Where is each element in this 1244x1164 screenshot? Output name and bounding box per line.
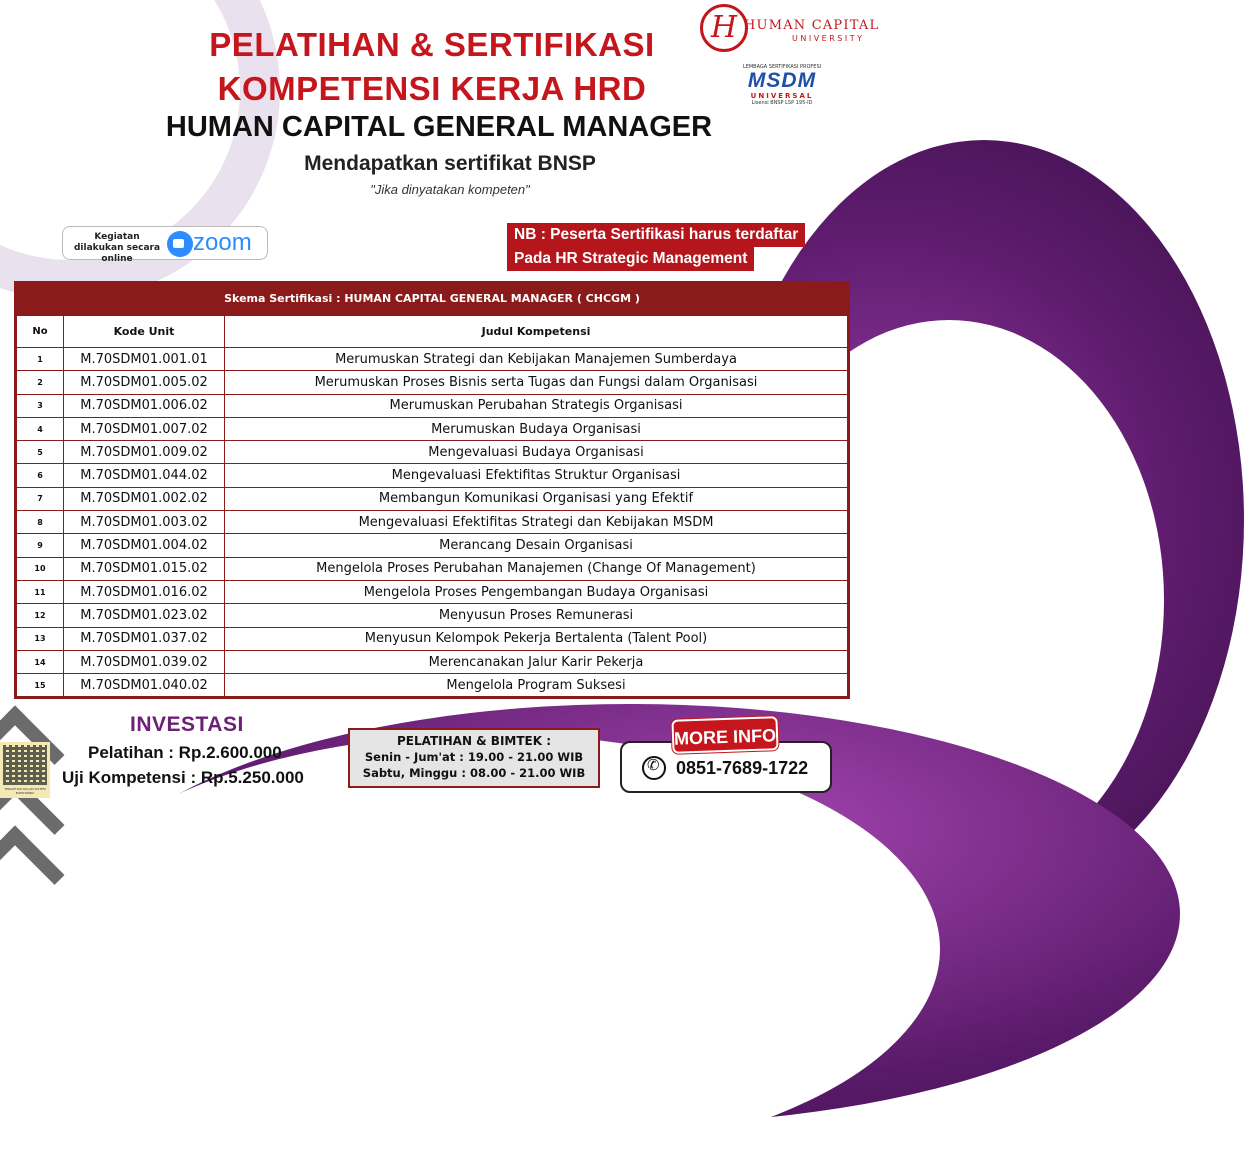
uji-kompetensi-price: Uji Kompetensi : Rp.5.250.000 [62, 768, 304, 787]
row-judul: Mengevaluasi Budaya Organisasi [225, 441, 848, 464]
table-row [17, 441, 848, 464]
phone-number[interactable]: 0851-7689-1722 [676, 758, 809, 778]
table-row [17, 511, 848, 534]
msdm-top-text: LEMBAGA SERTIFIKASI PROFESI [742, 64, 822, 70]
table-row [17, 464, 848, 487]
table-row [17, 348, 848, 371]
competence-note: "Jika dinyatakan kompeten" [370, 182, 530, 197]
row-kode: M.70SDM01.037.02 [64, 627, 225, 650]
row-judul: Merencanakan Jalur Karir Pekerja [225, 650, 848, 673]
column-header-kode: Kode Unit [64, 316, 225, 348]
table-row [17, 580, 848, 603]
row-judul: Mengelola Proses Pengembangan Budaya Organisasi [225, 580, 848, 603]
bg-swoosh-bottom-cutout [40, 734, 940, 1164]
title-line-1: PELATIHAN & SERTIFIKASI [209, 26, 655, 63]
row-no: 7 [17, 487, 64, 510]
row-no: 12 [17, 604, 64, 627]
row-no: 13 [17, 627, 64, 650]
row-kode: M.70SDM01.002.02 [64, 487, 225, 510]
row-kode: M.70SDM01.005.02 [64, 371, 225, 394]
table-row [17, 650, 848, 673]
title-line-2: KOMPETENSI KERJA HRD [217, 70, 647, 107]
row-judul: Menyusun Kelompok Pekerja Bertalenta (Talent Pool) [225, 627, 848, 650]
row-kode: M.70SDM01.039.02 [64, 650, 225, 673]
table-row [17, 557, 848, 580]
row-judul: Mengevaluasi Efektifitas Struktur Organisasi [225, 464, 848, 487]
zoom-camera-icon [167, 231, 193, 257]
row-no: 4 [17, 417, 64, 440]
more-info-badge[interactable]: MORE INFO [671, 716, 778, 754]
row-no: 9 [17, 534, 64, 557]
row-no: 6 [17, 464, 64, 487]
row-judul: Mengevaluasi Efektifitas Strategi dan Kebijakan MSDM [225, 511, 848, 534]
schedule-weekend: Sabtu, Minggu : 08.00 - 21.00 WIB [362, 766, 586, 780]
row-kode: M.70SDM01.003.02 [64, 511, 225, 534]
hcu-logo-mark: H [700, 4, 748, 52]
column-header-judul: Judul Kompetensi [225, 316, 848, 348]
zoom-label: Kegiatan dilakukan secara online [73, 232, 161, 264]
title-line-3: HUMAN CAPITAL GENERAL MANAGER [165, 111, 713, 143]
row-no: 10 [17, 557, 64, 580]
row-no: 3 [17, 394, 64, 417]
table-row [17, 674, 848, 697]
competency-table [14, 281, 850, 699]
whatsapp-icon [642, 756, 666, 780]
row-judul: Membangun Komunikasi Organisasi yang Efektif [225, 487, 848, 510]
table-row [17, 604, 848, 627]
hcu-logo-sub: UNIVERSITY [792, 34, 865, 43]
row-no: 1 [17, 348, 64, 371]
table-row [17, 627, 848, 650]
row-kode: M.70SDM01.023.02 [64, 604, 225, 627]
row-judul: Menyusun Proses Remunerasi [225, 604, 848, 627]
row-no: 2 [17, 371, 64, 394]
notice-line-2: Pada HR Strategic Management [507, 247, 754, 271]
subtitle: Mendapatkan sertifikat BNSP [304, 152, 596, 175]
table-header-row [17, 316, 848, 348]
row-judul: Merumuskan Strategi dan Kebijakan Manajemen Sumberdaya [225, 348, 848, 371]
row-kode: M.70SDM01.009.02 [64, 441, 225, 464]
table-row [17, 417, 848, 440]
pelatihan-price: Pelatihan : Rp.2.600.000 [88, 743, 282, 762]
msdm-license: Lisensi BNSP LSP 195-ID [751, 100, 813, 106]
row-kode: M.70SDM01.007.02 [64, 417, 225, 440]
schedule-title: PELATIHAN & BIMTEK : [396, 734, 552, 748]
msdm-name: MSDM [747, 69, 817, 92]
row-no: 15 [17, 674, 64, 697]
table-row [17, 487, 848, 510]
column-header-no: No [17, 316, 64, 348]
row-no: 8 [17, 511, 64, 534]
registration-qr-code [0, 742, 50, 798]
row-judul: Merumuskan Perubahan Strategis Organisasi [225, 394, 848, 417]
row-judul: Merumuskan Budaya Organisasi [225, 417, 848, 440]
row-kode: M.70SDM01.004.02 [64, 534, 225, 557]
row-kode: M.70SDM01.016.02 [64, 580, 225, 603]
row-kode: M.70SDM01.001.01 [64, 348, 225, 371]
schedule-box [348, 728, 600, 788]
scheme-title: Skema Sertifikasi : HUMAN CAPITAL GENERAL MANAGER ( CHCGM ) [16, 283, 848, 315]
row-no: 14 [17, 650, 64, 673]
row-no: 5 [17, 441, 64, 464]
notice-line-1: NB : Peserta Sertifikasi harus terdaftar [507, 223, 805, 247]
schedule-weekday: Senin - Jum'at : 19.00 - 21.00 WIB [364, 750, 584, 764]
zoom-wordmark: zoom [193, 229, 252, 256]
qr-caption: TERDAFTAR DALAM SISTEM ELEKTRONIK [4, 787, 46, 795]
row-kode: M.70SDM01.015.02 [64, 557, 225, 580]
row-no: 11 [17, 580, 64, 603]
row-kode: M.70SDM01.044.02 [64, 464, 225, 487]
table-row [17, 534, 848, 557]
row-kode: M.70SDM01.040.02 [64, 674, 225, 697]
zoom-online-badge [62, 226, 268, 264]
row-judul: Mengelola Proses Perubahan Manajemen (Change Of Management) [225, 557, 848, 580]
msdm-sub: UNIVERSAL [750, 92, 814, 100]
investasi-title: INVESTASI [130, 713, 244, 736]
hcu-logo-name: HUMAN CAPITAL [744, 18, 880, 33]
row-judul: Merumuskan Proses Bisnis serta Tugas dan Fungsi dalam Organisasi [225, 371, 848, 394]
table-row [17, 371, 848, 394]
qr-code-icon [3, 745, 47, 785]
table-row [17, 394, 848, 417]
competency-units-table [16, 315, 848, 697]
row-judul: Mengelola Program Suksesi [225, 674, 848, 697]
row-kode: M.70SDM01.006.02 [64, 394, 225, 417]
row-judul: Merancang Desain Organisasi [225, 534, 848, 557]
